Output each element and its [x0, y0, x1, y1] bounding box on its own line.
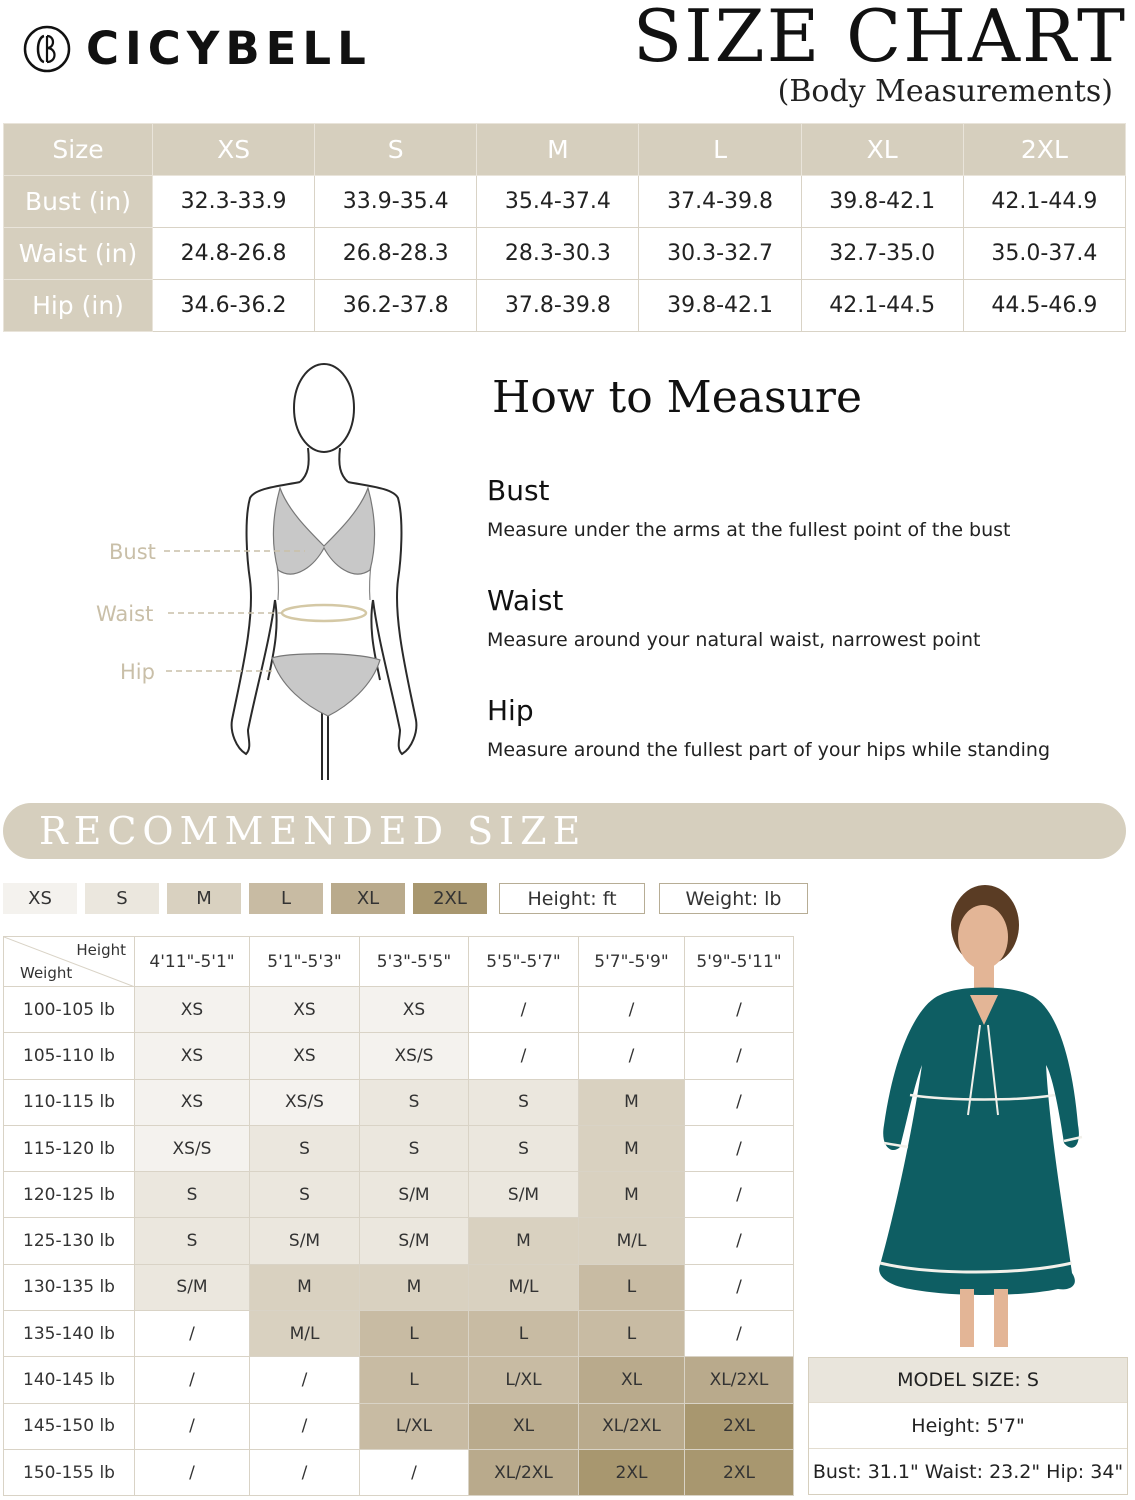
- legend-swatch-2xl: 2XL: [413, 883, 487, 914]
- size-header-row: [4, 124, 1126, 176]
- size-cell: S/M: [469, 1172, 579, 1218]
- table-cell: 36.2-37.8: [315, 280, 477, 332]
- measure-desc: Measure around the fullest part of your hips while standing: [487, 739, 1051, 761]
- height-col: 5'1"-5'3": [250, 937, 360, 987]
- size-cell: M/L: [579, 1218, 685, 1264]
- table-cell: 33.9-35.4: [315, 176, 477, 228]
- size-cell: M: [250, 1264, 360, 1310]
- size-cell: /: [135, 1311, 250, 1357]
- table-cell: 32.3-33.9: [153, 176, 315, 228]
- size-cell: S: [469, 1125, 579, 1171]
- table-row: [4, 1079, 794, 1125]
- legend-swatch-xs: XS: [3, 883, 77, 914]
- table-row: [4, 1033, 794, 1079]
- brand-name: CICYBELL: [86, 22, 372, 75]
- model-size-card: [808, 1357, 1128, 1495]
- size-cell: /: [685, 1264, 794, 1310]
- measure-name: Waist: [487, 584, 564, 617]
- size-cell: S: [135, 1218, 250, 1264]
- model-height: Height: 5'7": [809, 1402, 1127, 1448]
- corner-height-label: Height: [76, 941, 126, 959]
- size-cell: S: [250, 1172, 360, 1218]
- hip-row: [4, 280, 1126, 332]
- size-cell: M/L: [250, 1311, 360, 1357]
- size-cell: XS: [250, 1033, 360, 1079]
- size-cell: XS: [135, 987, 250, 1033]
- size-cell: L/XL: [469, 1357, 579, 1403]
- weight-row-label: 125-130 lb: [4, 1218, 135, 1264]
- table-cell: 32.7-35.0: [801, 228, 963, 280]
- size-cell: XS/S: [135, 1125, 250, 1171]
- measure-waist-block: [487, 584, 981, 651]
- size-cell: /: [685, 1172, 794, 1218]
- weight-row-label: 100-105 lb: [4, 987, 135, 1033]
- size-cell: /: [685, 987, 794, 1033]
- size-cell: /: [685, 1125, 794, 1171]
- size-cell: /: [250, 1403, 360, 1449]
- table-row: [4, 1449, 794, 1495]
- size-col-2xl: 2XL: [963, 124, 1125, 176]
- briefs-shape: [272, 654, 380, 716]
- table-row: [4, 987, 794, 1033]
- size-cell: /: [135, 1403, 250, 1449]
- corner-header: [4, 937, 135, 987]
- size-cell: /: [469, 1033, 579, 1079]
- weight-row-label: 105-110 lb: [4, 1033, 135, 1079]
- measure-desc: Measure around your natural waist, narrowest point: [487, 629, 981, 651]
- waist-band: [282, 605, 366, 621]
- size-cell: 2XL: [685, 1403, 794, 1449]
- size-cell: S: [360, 1079, 469, 1125]
- size-cell: S/M: [135, 1264, 250, 1310]
- size-cell: XS: [135, 1033, 250, 1079]
- size-cell: M: [469, 1218, 579, 1264]
- size-cell: M/L: [469, 1264, 579, 1310]
- table-cell: 35.4-37.4: [477, 176, 639, 228]
- size-cell: S: [250, 1125, 360, 1171]
- table-cell: 26.8-28.3: [315, 228, 477, 280]
- waist-row: [4, 228, 1126, 280]
- model-measurements: Bust: 31.1" Waist: 23.2" Hip: 34": [809, 1448, 1127, 1494]
- table-row: [4, 1218, 794, 1264]
- legend-swatch-l: L: [249, 883, 323, 914]
- table-cell: 30.3-32.7: [639, 228, 801, 280]
- size-cell: /: [250, 1449, 360, 1495]
- measure-name: Hip: [487, 694, 534, 727]
- height-col: 5'5"-5'7": [469, 937, 579, 987]
- size-cell: /: [685, 1033, 794, 1079]
- table-cell: 28.3-30.3: [477, 228, 639, 280]
- table-cell: 42.1-44.5: [801, 280, 963, 332]
- size-cell: M: [579, 1125, 685, 1171]
- size-col-m: M: [477, 124, 639, 176]
- table-row: [4, 1357, 794, 1403]
- size-col-s: S: [315, 124, 477, 176]
- size-cell: S/M: [360, 1218, 469, 1264]
- size-cell: /: [250, 1357, 360, 1403]
- bust-row-label: Bust (in): [4, 176, 153, 228]
- recommended-size-banner: [3, 803, 1126, 859]
- table-cell: 37.4-39.8: [639, 176, 801, 228]
- size-col-xs: XS: [153, 124, 315, 176]
- recommendation-table: [3, 936, 794, 1496]
- measure-desc: Measure under the arms at the fullest point of the bust: [487, 519, 1011, 541]
- table-row: [4, 1311, 794, 1357]
- weight-row-label: 135-140 lb: [4, 1311, 135, 1357]
- bust-row: [4, 176, 1126, 228]
- size-cell: XL: [469, 1403, 579, 1449]
- size-cell: L/XL: [360, 1403, 469, 1449]
- size-cell: L: [579, 1311, 685, 1357]
- size-color-legend: [3, 883, 818, 914]
- banner-title: RECOMMENDED SIZE: [39, 809, 587, 853]
- page-subtitle: (Body Measurements): [777, 74, 1113, 109]
- table-row: [4, 1403, 794, 1449]
- measure-hip-block: [487, 694, 1050, 761]
- figure-label-hip: Hip: [120, 660, 155, 684]
- weight-row-label: 120-125 lb: [4, 1172, 135, 1218]
- table-row: [4, 1125, 794, 1171]
- height-header-row: [4, 937, 794, 987]
- size-cell: S: [469, 1079, 579, 1125]
- table-cell: 37.8-39.8: [477, 280, 639, 332]
- size-cell: XL: [579, 1357, 685, 1403]
- size-cell: XS/S: [360, 1033, 469, 1079]
- weight-unit-box: Weight: lb: [659, 883, 808, 914]
- size-cell: XS: [135, 1079, 250, 1125]
- size-header-label: Size: [4, 124, 153, 176]
- figure-head: [294, 364, 354, 452]
- body-measurement-table: [3, 123, 1126, 332]
- figure-label-bust: Bust: [109, 540, 156, 564]
- hip-row-label: Hip (in): [4, 280, 153, 332]
- figure-label-waist: Waist: [96, 602, 154, 626]
- measure-bust-block: [487, 474, 1011, 541]
- size-cell: 2XL: [685, 1449, 794, 1495]
- table-cell: 42.1-44.9: [963, 176, 1125, 228]
- size-cell: 2XL: [579, 1449, 685, 1495]
- height-col: 5'3"-5'5": [360, 937, 469, 987]
- bra-shape: [274, 488, 375, 574]
- model-photo: [850, 885, 1090, 1353]
- weight-row-label: 130-135 lb: [4, 1264, 135, 1310]
- size-cell: /: [360, 1449, 469, 1495]
- size-cell: S: [135, 1172, 250, 1218]
- size-col-xl: XL: [801, 124, 963, 176]
- corner-weight-label: Weight: [20, 964, 73, 982]
- size-cell: S/M: [250, 1218, 360, 1264]
- table-cell: 39.8-42.1: [639, 280, 801, 332]
- size-cell: XL/2XL: [469, 1449, 579, 1495]
- legend-swatch-xl: XL: [331, 883, 405, 914]
- size-cell: S/M: [360, 1172, 469, 1218]
- size-cell: /: [579, 1033, 685, 1079]
- size-cell: M: [579, 1079, 685, 1125]
- size-cell: XS: [360, 987, 469, 1033]
- table-row: [4, 1172, 794, 1218]
- size-cell: /: [135, 1357, 250, 1403]
- height-col: 5'7"-5'9": [579, 937, 685, 987]
- size-cell: L: [469, 1311, 579, 1357]
- weight-row-label: 150-155 lb: [4, 1449, 135, 1495]
- cb-monogram-icon: [22, 24, 72, 74]
- waist-row-label: Waist (in): [4, 228, 153, 280]
- legend-swatch-s: S: [85, 883, 159, 914]
- table-cell: 35.0-37.4: [963, 228, 1125, 280]
- height-col: 5'9"-5'11": [685, 937, 794, 987]
- table-cell: 24.8-26.8: [153, 228, 315, 280]
- size-cell: XL/2XL: [685, 1357, 794, 1403]
- height-unit-box: Height: ft: [499, 883, 645, 914]
- size-cell: L: [360, 1357, 469, 1403]
- size-cell: /: [685, 1079, 794, 1125]
- body-figure-illustration: [90, 360, 440, 790]
- measure-name: Bust: [487, 474, 550, 507]
- size-cell: /: [469, 987, 579, 1033]
- model-size-title: MODEL SIZE: S: [809, 1358, 1127, 1402]
- table-cell: 44.5-46.9: [963, 280, 1125, 332]
- size-cell: XS/S: [250, 1079, 360, 1125]
- weight-row-label: 140-145 lb: [4, 1357, 135, 1403]
- table-row: [4, 1264, 794, 1310]
- size-cell: XL/2XL: [579, 1403, 685, 1449]
- table-cell: 39.8-42.1: [801, 176, 963, 228]
- brand: [22, 22, 372, 75]
- page-title: SIZE CHART: [632, 0, 1127, 78]
- size-cell: /: [685, 1218, 794, 1264]
- size-cell: M: [360, 1264, 469, 1310]
- size-cell: M: [579, 1172, 685, 1218]
- height-col: 4'11"-5'1": [135, 937, 250, 987]
- weight-row-label: 145-150 lb: [4, 1403, 135, 1449]
- table-cell: 34.6-36.2: [153, 280, 315, 332]
- weight-row-label: 115-120 lb: [4, 1125, 135, 1171]
- legend-swatch-m: M: [167, 883, 241, 914]
- size-cell: /: [579, 987, 685, 1033]
- size-cell: S: [360, 1125, 469, 1171]
- size-cell: L: [579, 1264, 685, 1310]
- size-cell: L: [360, 1311, 469, 1357]
- size-cell: XS: [250, 987, 360, 1033]
- size-col-l: L: [639, 124, 801, 176]
- size-cell: /: [135, 1449, 250, 1495]
- how-to-measure-title: How to Measure: [492, 372, 862, 423]
- size-cell: /: [685, 1311, 794, 1357]
- weight-row-label: 110-115 lb: [4, 1079, 135, 1125]
